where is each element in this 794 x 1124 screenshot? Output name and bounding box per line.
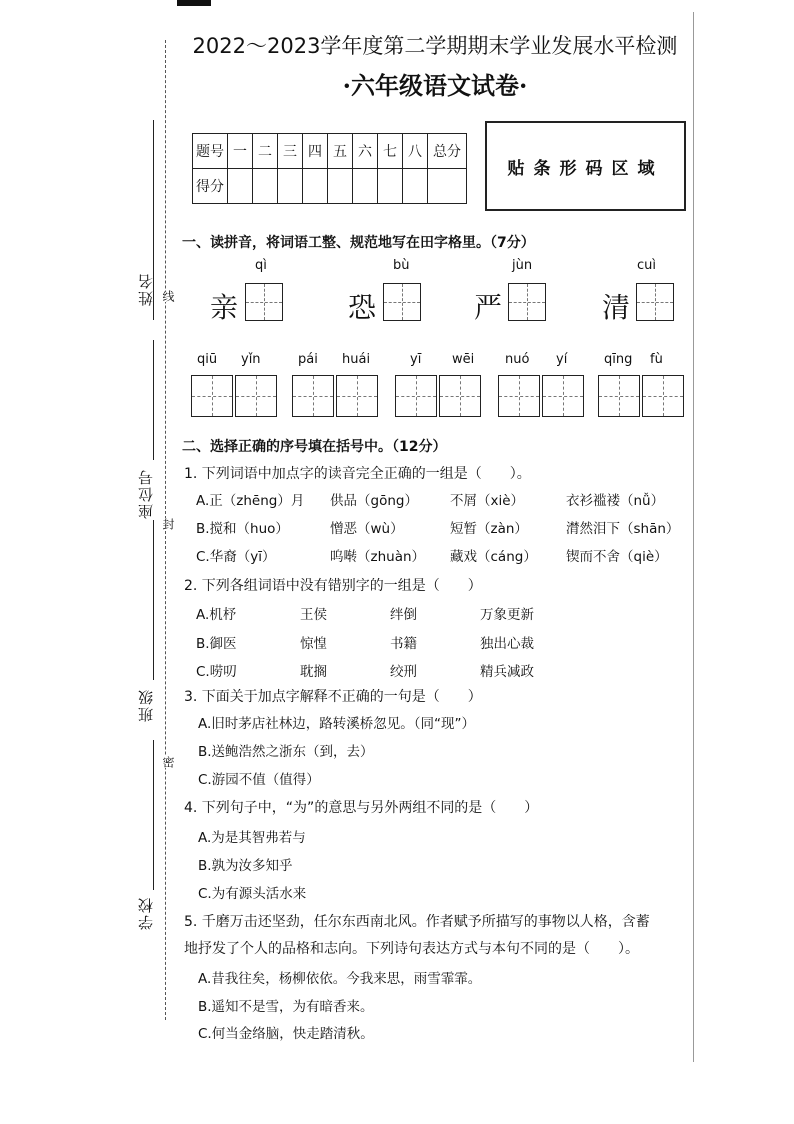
- option: 潸然泪下（shān）: [566, 521, 680, 537]
- option: A.机杼: [196, 607, 237, 623]
- option: 绞刑: [390, 664, 417, 680]
- given-char: 清: [602, 291, 631, 324]
- fold-word-mi: 密: [161, 756, 175, 768]
- score-input-cell[interactable]: [353, 169, 378, 204]
- exam-subtitle: ·六年级语文试卷·: [342, 71, 528, 100]
- writing-grid[interactable]: [235, 375, 277, 417]
- option: B.御医: [196, 636, 237, 652]
- school-label: 学校: [137, 896, 155, 930]
- option: 呜啭（zhuàn）: [330, 549, 426, 565]
- score-input-cell[interactable]: [303, 169, 328, 204]
- pinyin-label: qì: [255, 258, 267, 273]
- given-char: 严: [474, 291, 503, 324]
- option: B.遥知不是雪，为有暗香来。: [198, 999, 374, 1015]
- option: B.搅和（huo）: [196, 521, 289, 537]
- question-5-stem-line2: 地抒发了个人的品格和志向。下列诗句表达方式与本句不同的是（ ）。: [184, 941, 639, 957]
- registration-mark: [177, 0, 211, 6]
- writing-grid[interactable]: [292, 375, 334, 417]
- option: 藏戏（cáng）: [450, 549, 537, 565]
- score-cell: 八: [403, 134, 428, 169]
- option: 独出心裁: [480, 636, 534, 652]
- pinyin-label: jùn: [512, 258, 533, 273]
- score-cell: 一: [228, 134, 253, 169]
- score-input-cell[interactable]: [253, 169, 278, 204]
- writing-grid[interactable]: [245, 283, 283, 321]
- option: C.何当金络脑，快走踏清秋。: [198, 1026, 374, 1042]
- option: C.唠叨: [196, 664, 237, 680]
- fold-line: [165, 40, 166, 1020]
- name-label: 姓名: [137, 272, 155, 306]
- writing-grid[interactable]: [336, 375, 378, 417]
- option: C.华裔（yī）: [196, 549, 276, 565]
- option: C.游园不值（值得）: [198, 772, 320, 788]
- pinyin-label: yǐn: [241, 352, 261, 367]
- pinyin-label: pái: [298, 352, 318, 367]
- given-char: 恐: [348, 291, 377, 324]
- score-cell: 得分: [193, 169, 228, 204]
- score-table-score-row: [193, 169, 467, 204]
- writing-grid[interactable]: [383, 283, 421, 321]
- score-input-cell[interactable]: [328, 169, 353, 204]
- writing-grid[interactable]: [191, 375, 233, 417]
- seat-label: 座位号: [137, 468, 155, 519]
- option: 绊倒: [390, 607, 417, 623]
- pinyin-label: fù: [650, 352, 663, 367]
- question-5-stem-line1: 5. 千磨万击还坚劲，任尔东西南北风。作者赋予所描写的事物以人格，含蓄: [184, 914, 650, 930]
- score-cell: 总分: [428, 134, 467, 169]
- score-cell: 四: [303, 134, 328, 169]
- option: A.正（zhēng）月: [196, 493, 305, 509]
- option: 书籍: [390, 636, 417, 652]
- writing-grid[interactable]: [598, 375, 640, 417]
- writing-grid[interactable]: [498, 375, 540, 417]
- option: 王侯: [300, 607, 327, 623]
- option: 衣衫褴褛（nǚ）: [566, 493, 665, 509]
- class-line: [153, 520, 154, 680]
- option: 短暂（zàn）: [450, 521, 528, 537]
- barcode-area: 贴条形码区域: [485, 121, 686, 211]
- score-cell: 二: [253, 134, 278, 169]
- question-2-stem: 2. 下列各组词语中没有错别字的一组是（ ）: [184, 578, 482, 594]
- option: C.为有源头活水来: [198, 886, 307, 902]
- writing-grid[interactable]: [642, 375, 684, 417]
- fold-word-xian: 线: [161, 290, 175, 302]
- school-line: [153, 740, 154, 890]
- question-1-stem: 1. 下列词语中加点字的读音完全正确的一组是（ ）。: [184, 466, 531, 482]
- option: B.孰为汝多知乎: [198, 858, 293, 874]
- score-cell: 六: [353, 134, 378, 169]
- score-input-cell[interactable]: [278, 169, 303, 204]
- paper-edge: [693, 12, 694, 1062]
- question-4-stem: 4. 下列句子中，“为”的意思与另外两组不同的是（ ）: [184, 800, 539, 816]
- writing-grid[interactable]: [542, 375, 584, 417]
- score-table-header-row: [193, 134, 467, 169]
- pinyin-label: qiū: [197, 352, 218, 367]
- option: 锲而不舍（qiè）: [566, 549, 668, 565]
- writing-grid[interactable]: [395, 375, 437, 417]
- pinyin-label: wēi: [452, 352, 475, 367]
- option: 供品（gōng）: [330, 493, 418, 509]
- class-label: 班级: [137, 688, 155, 722]
- option: 憎恶（wù）: [330, 521, 404, 537]
- option: B.送鲍浩然之浙东（到，去）: [198, 744, 374, 760]
- option: 万象更新: [480, 607, 534, 623]
- score-input-cell[interactable]: [228, 169, 253, 204]
- score-input-cell[interactable]: [403, 169, 428, 204]
- option: 惊惶: [300, 636, 327, 652]
- section1-heading: 一、读拼音，将词语工整、规范地写在田字格里。（7分）: [182, 235, 535, 251]
- score-table: [192, 133, 467, 204]
- score-input-cell[interactable]: [378, 169, 403, 204]
- score-cell: 三: [278, 134, 303, 169]
- writing-grid[interactable]: [439, 375, 481, 417]
- option: 精兵减政: [480, 664, 534, 680]
- pinyin-label: qīng: [604, 352, 633, 367]
- score-cell: 题号: [193, 134, 228, 169]
- fold-word-feng: 封: [161, 518, 175, 530]
- pinyin-label: cuì: [637, 258, 656, 273]
- writing-grid[interactable]: [508, 283, 546, 321]
- option: A.旧时茅店社林边，路转溪桥忽见。（同“现”）: [198, 716, 476, 732]
- writing-grid[interactable]: [636, 283, 674, 321]
- option: 耽搁: [300, 664, 327, 680]
- score-cell: 七: [378, 134, 403, 169]
- given-char: 亲: [210, 291, 239, 324]
- option: 不屑（xiè）: [450, 493, 525, 509]
- score-input-cell[interactable]: [428, 169, 467, 204]
- pinyin-label: yí: [556, 352, 568, 367]
- pinyin-label: nuó: [505, 352, 530, 367]
- option: A.为是其智弗若与: [198, 830, 306, 846]
- seat-line: [153, 340, 154, 460]
- pinyin-label: bù: [393, 258, 410, 273]
- section2-heading: 二、选择正确的序号填在括号中。（12分）: [182, 439, 447, 455]
- option: A.昔我往矣，杨柳依依。今我来思，雨雪霏霏。: [198, 971, 482, 987]
- pinyin-label: yī: [410, 352, 422, 367]
- score-cell: 五: [328, 134, 353, 169]
- question-3-stem: 3. 下面关于加点字解释不正确的一句是（ ）: [184, 689, 482, 705]
- exam-title: 2022～2023学年度第二学期期末学业发展水平检测: [192, 34, 678, 58]
- pinyin-label: huái: [342, 352, 371, 367]
